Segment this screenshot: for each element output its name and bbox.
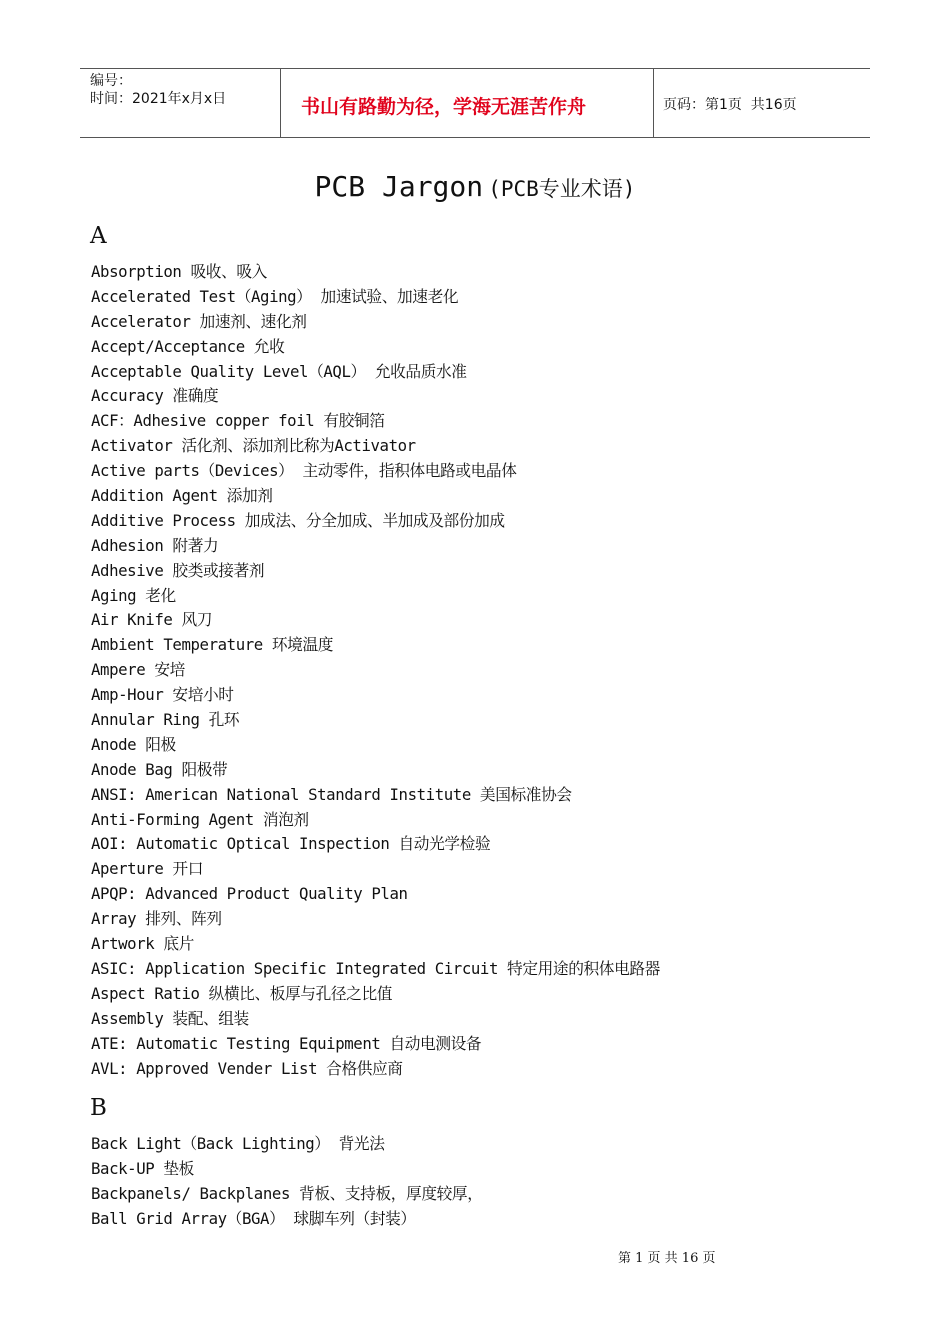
section-letter-a: A — [90, 223, 107, 249]
date-label: 时间：2021年x月x日 — [90, 91, 227, 107]
glossary-entry: Adhesive 胶类或接著剂 — [91, 560, 265, 580]
glossary-entry: Accelerator 加速剂、速化剂 — [91, 311, 307, 331]
glossary-entry: Ampere 安培 — [91, 660, 185, 680]
header-motto: 书山有路勤为径，学海无涯苦作舟 — [281, 69, 654, 137]
glossary-entry: ASIC: Application Specific Integrated Circuit 特定用途的积体电路器 — [91, 958, 660, 978]
glossary-entry: Array 排列、阵列 — [91, 909, 222, 929]
glossary-entry: Addition Agent 添加剂 — [91, 486, 273, 506]
glossary-entry: Annular Ring 孔环 — [91, 710, 240, 730]
glossary-entry: Assembly 装配、组装 — [91, 1008, 249, 1028]
glossary-entry: Anode 阳极 — [91, 734, 176, 754]
glossary-entry: Back Light（Back Lighting） 背光法 — [91, 1134, 385, 1153]
glossary-entry: AVL: Approved Vender List 合格供应商 — [91, 1058, 403, 1078]
header-page-info — [654, 69, 870, 137]
title-main: PCB Jargon — [314, 170, 484, 203]
header-meta — [80, 69, 281, 137]
glossary-entry: Additive Process 加成法、分全加成、半加成及部份加成 — [91, 510, 505, 530]
title-subtitle: (PCB专业术语) — [488, 177, 636, 201]
page-footer: 第 1 页 共 16 页 — [618, 1251, 716, 1266]
glossary-entry: Active parts（Devices） 主动零件，指积体电路或电晶体 — [91, 461, 517, 481]
glossary-entry: Activator 活化剂、添加剂比称为Activator — [91, 436, 416, 456]
glossary-entry: Aspect Ratio 纵横比、板厚与孔径之比值 — [91, 983, 393, 1003]
glossary-entry: Anti-Forming Agent 消泡剂 — [91, 809, 309, 829]
page-info-text: 页码：第1页 共16页 — [663, 97, 797, 113]
glossary-entry: Accelerated Test（Aging） 加速试验、加速老化 — [91, 286, 459, 306]
glossary-entry: ATE: Automatic Testing Equipment 自动电测设备 — [91, 1033, 482, 1053]
glossary-entry: Artwork 底片 — [91, 934, 194, 954]
page-header — [80, 68, 870, 138]
glossary-entry: Aging 老化 — [91, 585, 176, 605]
glossary-entry: Amp-Hour 安培小时 — [91, 685, 234, 705]
glossary-entry: Backpanels/ Backplanes 背板、支持板，厚度较厚， — [91, 1183, 483, 1203]
glossary-list-a — [91, 260, 660, 1081]
glossary-entry: Accept/Acceptance 允收 — [91, 336, 285, 356]
glossary-entry: ACF：Adhesive copper foil 有胶铜箔 — [91, 411, 385, 431]
glossary-entry: Acceptable Quality Level（AQL） 允收品质水准 — [91, 361, 467, 381]
serial-label: 编号： — [90, 73, 132, 89]
glossary-entry: Adhesion 附著力 — [91, 535, 219, 555]
glossary-entry: Ambient Temperature 环境温度 — [91, 635, 334, 655]
glossary-entry: Air Knife 风刀 — [91, 610, 213, 630]
section-letter-b: B — [90, 1095, 107, 1121]
glossary-entry: Anode Bag 阳极带 — [91, 759, 228, 779]
glossary-entry: ANSI: American National Standard Institute 美国标准协会 — [91, 784, 572, 804]
glossary-entry: Aperture 开口 — [91, 859, 203, 879]
glossary-entry: Absorption 吸收、吸入 — [91, 262, 267, 281]
glossary-list-b — [91, 1132, 482, 1232]
document-title — [0, 170, 950, 203]
glossary-entry: Ball Grid Array（BGA） 球脚车列（封装） — [91, 1208, 416, 1228]
glossary-entry: Back-UP 垫板 — [91, 1158, 194, 1178]
glossary-entry: AOI: Automatic Optical Inspection 自动光学检验 — [91, 834, 491, 854]
glossary-entry: Accuracy 准确度 — [91, 386, 219, 406]
glossary-entry: APQP: Advanced Product Quality Plan — [91, 884, 408, 904]
